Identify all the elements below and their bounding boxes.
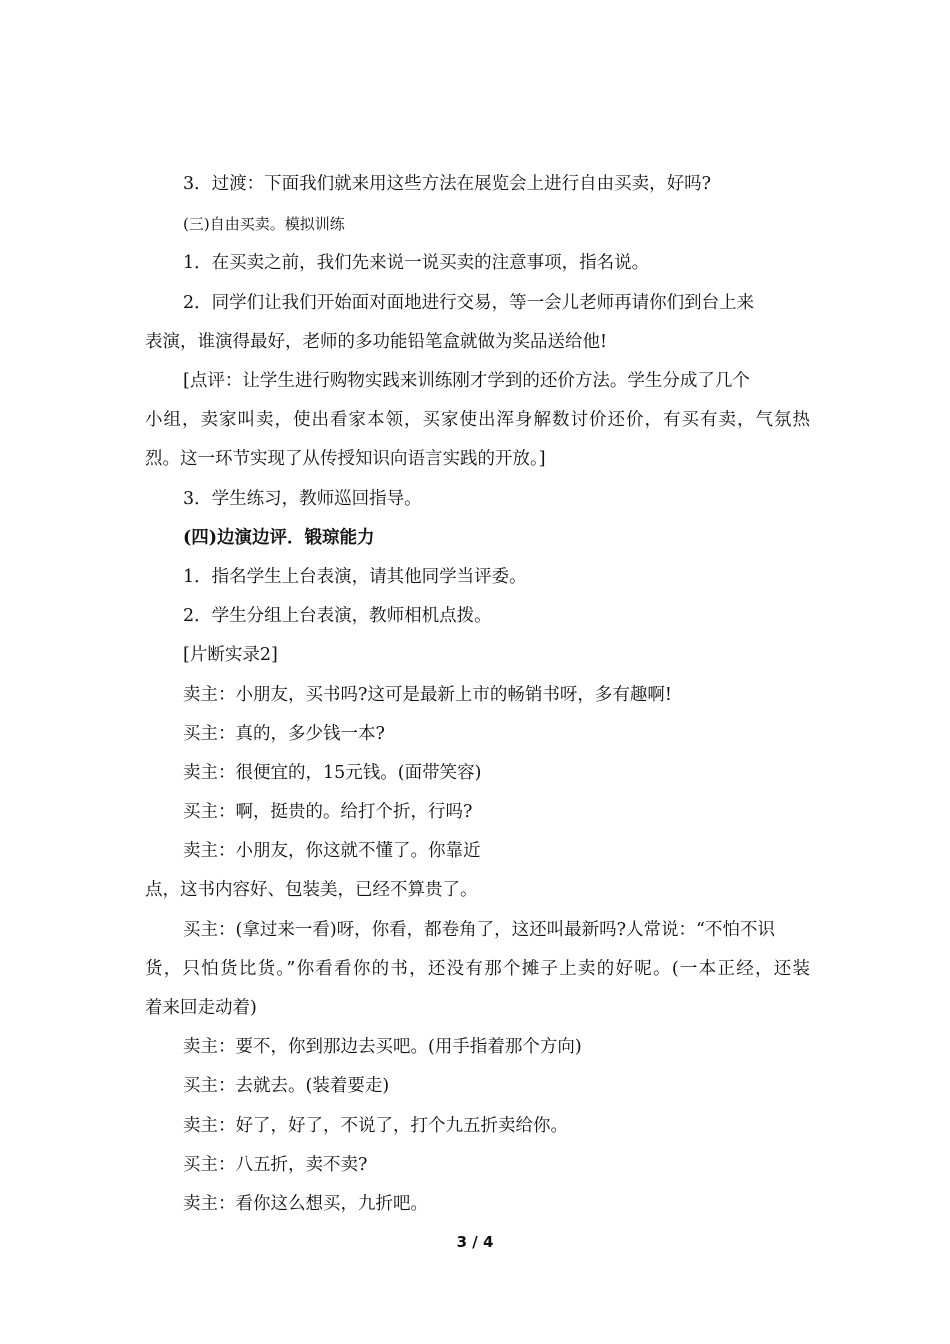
dialogue-line: 买主：真的，多少钱一本? [183,724,385,744]
paragraph-line: 3．学生练习，教师巡回指导。 [183,489,422,509]
paragraph-line: 1．指名学生上台表演，请其他同学当评委。 [183,567,527,587]
section-heading-4: (四)边演边评．锻琼能力 [183,528,375,548]
dialogue-line: 卖主：看你这么想买，九折吧。 [183,1194,428,1214]
paragraph-line: 表演，谁演得最好，老师的多功能铅笔盒就做为奖品送给他! [145,332,608,352]
comment-line: [点评：让学生进行购物实践来训练刚才学到的还价方法。学生分成了几个 [183,371,750,391]
dialogue-line: 买主：去就去。(装着要走) [183,1076,390,1096]
excerpt-label: [片断实录2] [183,645,278,665]
paragraph-transition: 3．过渡：下面我们就来用这些方法在展览会上进行自由买卖，好吗? [183,174,712,194]
paragraph-line: 1．在买卖之前，我们先来说一说买卖的注意事项，指名说。 [183,253,650,273]
dialogue-line: 货，只怕货比货。”你看看你的书，还没有那个摊子上卖的好呢。(一本正经，还装 [145,959,810,979]
dialogue-line: 买主：(拿过来一看)呀，你看，都卷角了，这还叫最新吗?人常说：“不怕不识 [183,920,775,940]
dialogue-line: 买主：八五折，卖不卖? [183,1155,368,1175]
dialogue-line: 卖主：小朋友，买书吗?这可是最新上市的畅销书呀，多有趣啊! [183,685,672,705]
paragraph-line: 2．学生分组上台表演，教师相机点拨。 [183,606,492,626]
page-number: 3 / 4 [456,1233,494,1251]
paragraph-line: 2．同学们让我们开始面对面地进行交易，等一会儿老师再请你们到台上来 [183,293,755,313]
comment-line: 小组，卖家叫卖，使出看家本领，买家使出浑身解数讨价还价，有买有卖，气氛热 [145,410,810,430]
dialogue-line: 卖主：要不，你到那边去买吧。(用手指着那个方向) [183,1037,582,1057]
dialogue-line: 卖主：好了，好了，不说了，打个九五折卖给你。 [183,1116,568,1136]
dialogue-line: 买主：啊，挺贵的。给打个折，行吗? [183,802,473,822]
dialogue-line: 卖主：很便宜的，15元钱。(面带笑容) [183,763,482,783]
dialogue-line: 点，这书内容好、包装美，已经不算贵了。 [145,880,478,900]
dialogue-line: 着来回走动着) [145,998,257,1018]
section-heading-3: (三)自由买卖。模拟训练 [183,215,345,233]
comment-line: 烈。这一环节实现了从传授知识向语言实践的开放。] [145,449,546,469]
dialogue-line: 卖主：小朋友，你这就不懂了。你靠近 [183,841,481,861]
